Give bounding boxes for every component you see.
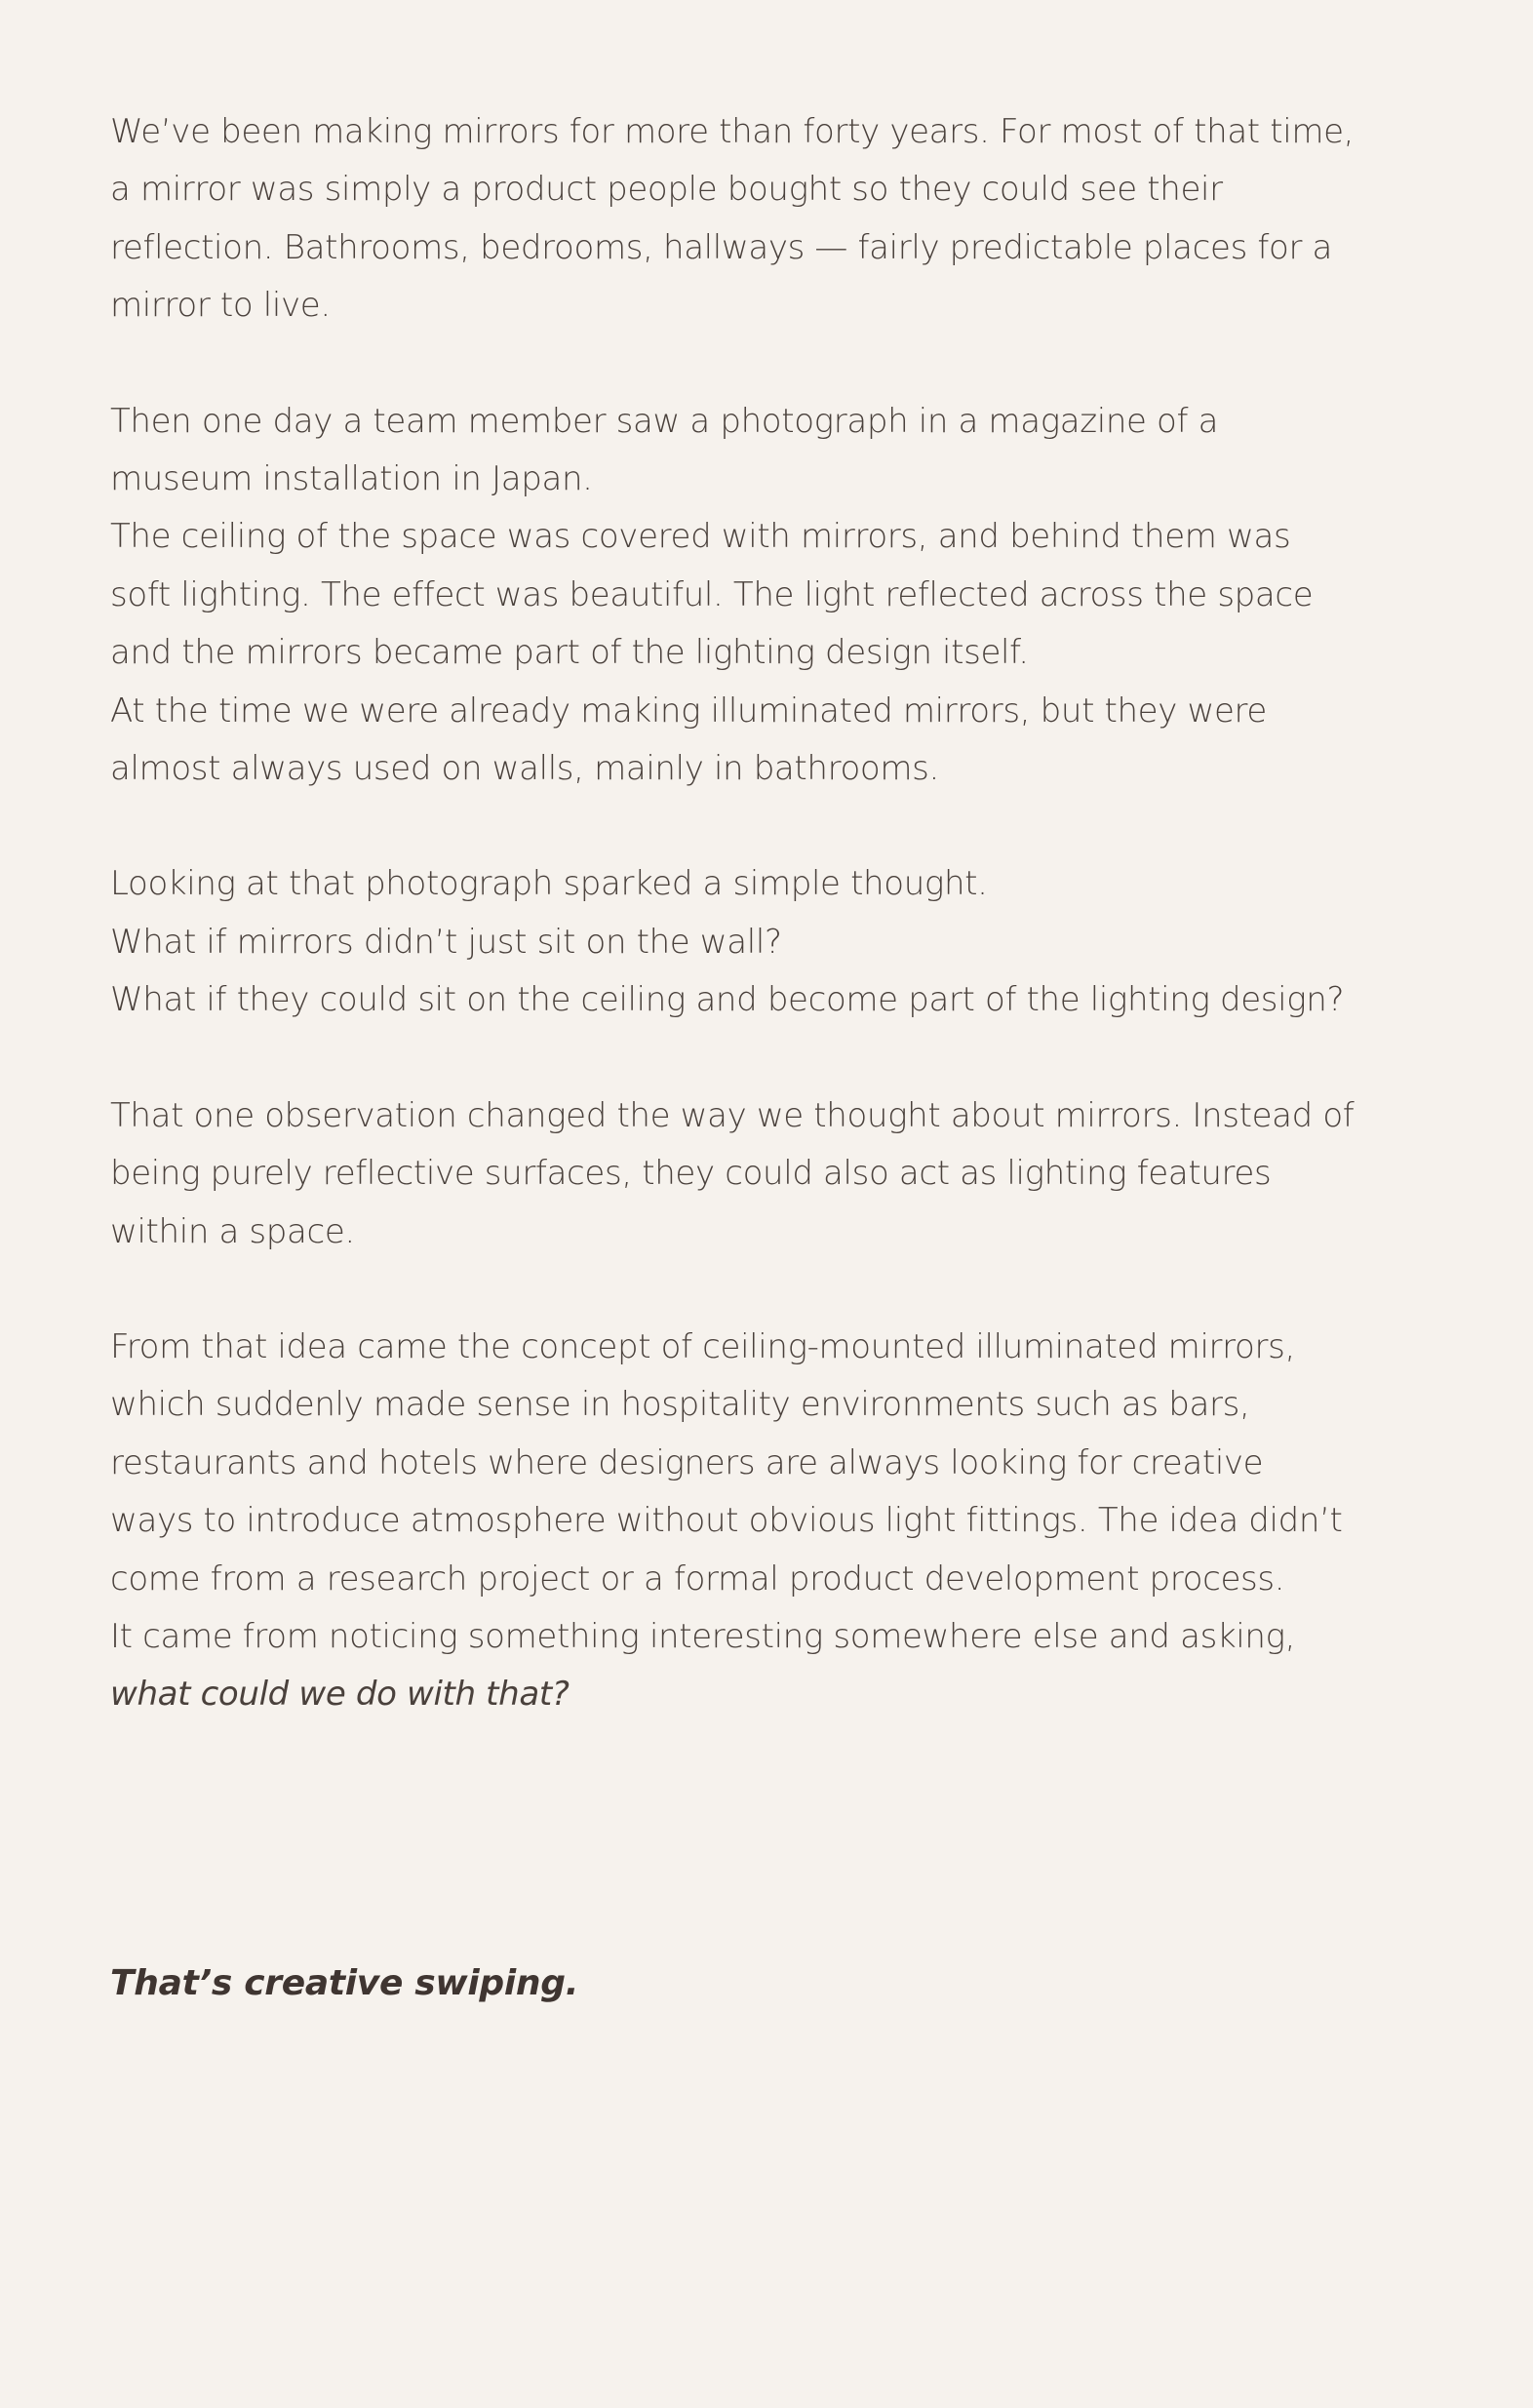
text-line: At the time we were already making illuminated mirrors, but they were	[110, 691, 1267, 730]
text-line: which suddenly made sense in hospitality environments such as bars,	[110, 1385, 1250, 1425]
text-line: That one observation changed the way we thought about mirrors. Instead of	[110, 1095, 1355, 1135]
article-body	[110, 103, 1456, 1782]
paragraph-intro	[110, 103, 1456, 336]
text-line: We’ve been making mirrors for more than forty years. For most of that time,	[110, 112, 1355, 151]
paragraph-thought	[110, 855, 1456, 1029]
text-line: restaurants and hotels where designers are always looking for creative	[110, 1442, 1264, 1482]
text-line: come from a research project or a formal product development process.	[110, 1559, 1285, 1599]
text-line: The ceiling of the space was covered with mirrors, and behind them was	[110, 517, 1291, 557]
text-line: reflection. Bathrooms, bedrooms, hallways — fairly predictable places for a	[110, 227, 1333, 267]
closing-tagline: That’s creative swiping.	[110, 1963, 579, 2003]
paragraph-concept	[110, 1319, 1456, 1724]
text-line: ways to introduce atmosphere without obvious light fittings. The idea didn’t	[110, 1501, 1343, 1541]
text-line: What if they could sit on the ceiling and become part of the lighting design?	[110, 980, 1345, 1020]
text-line: It came from noticing something interesting somewhere else and asking,	[110, 1616, 1296, 1656]
paragraph-museum-story	[110, 393, 1456, 799]
text-line: Looking at that photograph sparked a simple thought.	[110, 864, 988, 904]
text-line: museum installation in Japan.	[110, 459, 593, 499]
text-line: and the mirrors became part of the lighting design itself.	[110, 633, 1029, 673]
text-line: being purely reflective surfaces, they could also act as lighting features	[110, 1154, 1272, 1194]
text-line: almost always used on walls, mainly in bathrooms.	[110, 749, 939, 789]
text-line: soft lighting. The effect was beautiful. The light reflected across the space	[110, 574, 1314, 614]
italic-question-line: what could we do with that?	[110, 1675, 570, 1715]
text-line: Then one day a team member saw a photograph in a magazine of a	[110, 401, 1219, 441]
text-line: within a space.	[110, 1211, 355, 1251]
text-line: From that idea came the concept of ceiling-mounted illuminated mirrors,	[110, 1326, 1295, 1366]
text-line: What if mirrors didn’t just sit on the wall?	[110, 922, 782, 962]
text-line: a mirror was simply a product people bought so they could see their	[110, 170, 1223, 210]
text-line: mirror to live.	[110, 286, 331, 326]
paragraph-observation	[110, 1087, 1456, 1261]
